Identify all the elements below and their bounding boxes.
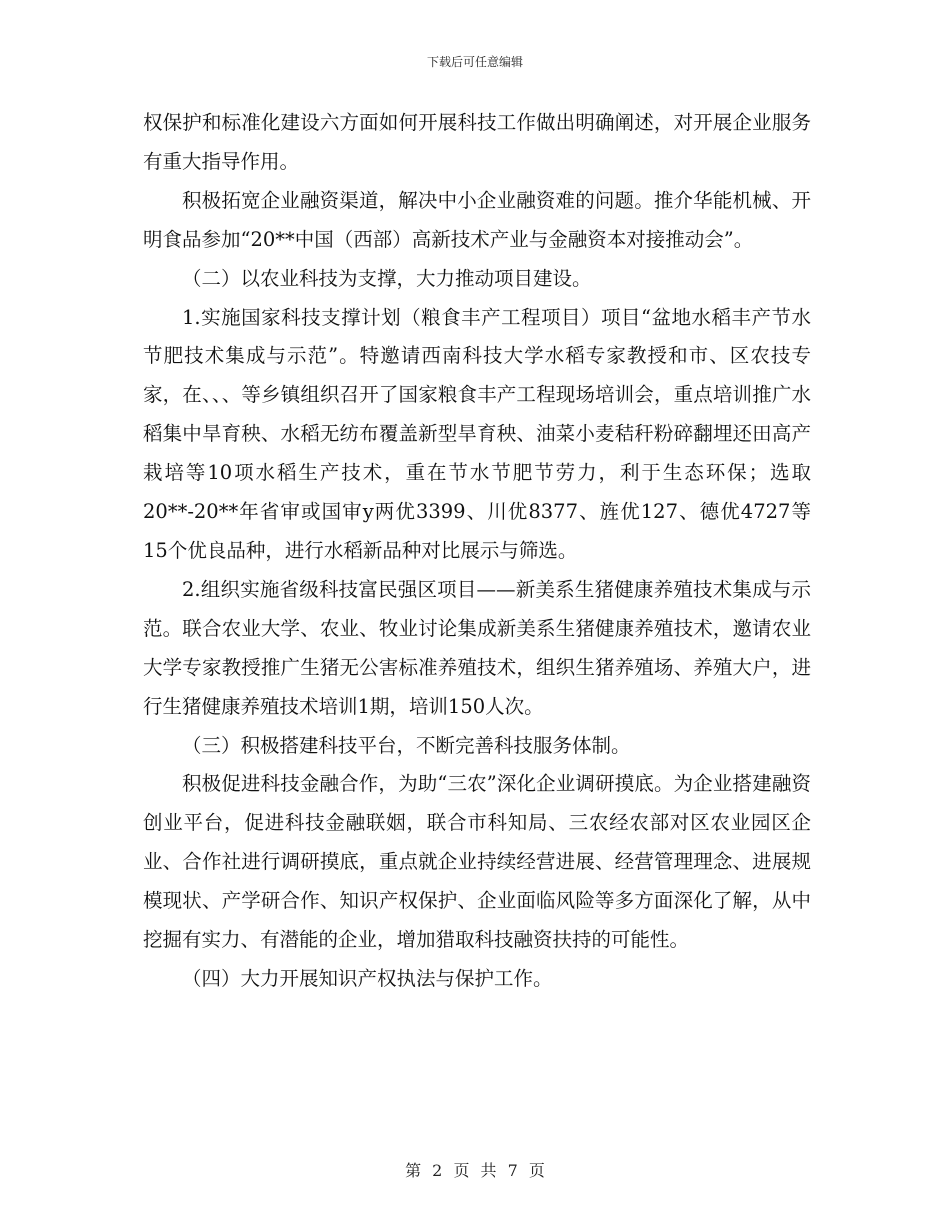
paragraph: 2.组织实施省级科技富民强区项目——新美系生猪健康养殖技术集成与示范。联合农业大学、农业、牧业讨论集成新美系生猪健康养殖技术，邀请农业大学专家教授推广生猪无公害标准养殖技术，组织生猪养殖场、养殖大户，进行生猪健康养殖技术培训1期，培训150人次。 (143, 577, 811, 718)
section-heading: （三）积极搭建科技平台，不断完善科技服务体制。 (182, 733, 631, 757)
section-heading: （二）以农业科技为支撑，大力推动项目建设。 (182, 266, 592, 290)
paragraph: 1.实施国家科技支撑计划（粮食丰产工程项目）项目“盆地水稻丰产节水节肥技术集成与示范”。特邀请西南科技大学水稻专家教授和市、区农技专家，在、、、等乡镇组织召开了国家粮食丰产工程现场培训会，重点培训推广水稻集中旱育秧、水稻无纺布覆盖新型旱育秧、油菜小麦秸秆粉碎翻埋还田高产栽培等10项水稻生产技术，重在节水节肥节劳力，利于生态环保；选取20**-20**年省审或国审y两优3399、川优8377、旌优127、德优4727等15个优良品种，进行水稻新品种对比展示与筛选。 (143, 305, 811, 562)
page-footer: 第 2 页 共 7 页 (405, 1161, 545, 1180)
document-body (143, 104, 811, 999)
paragraph: 积极拓宽企业融资渠道，解决中小企业融资难的问题。推介华能机械、开明食品参加“20**中国（西部）高新技术产业与金融资本对接推动会”。 (143, 188, 811, 251)
page-header: 下载后可任意编辑 (426, 55, 523, 69)
paragraph: 权保护和标准化建设六方面如何开展科技工作做出明确阐述，对开展企业服务有重大指导作用。 (143, 111, 811, 173)
section-heading: （四）大力开展知识产权执法与保护工作。 (182, 966, 553, 990)
paragraph: 积极促进科技金融合作，为助“三农”深化企业调研摸底。为企业搭建融资创业平台，促进科技金融联姻，联合市科知局、三农经农部对区农业园区企业、合作社进行调研摸底，重点就企业持续经营进展、经营管理理念、进展规模现状、产学研合作、知识产权保护、企业面临风险等多方面深化了解，从中挖掘有实力、有潜能的企业，增加猎取科技融资扶持的可能性。 (143, 772, 811, 952)
